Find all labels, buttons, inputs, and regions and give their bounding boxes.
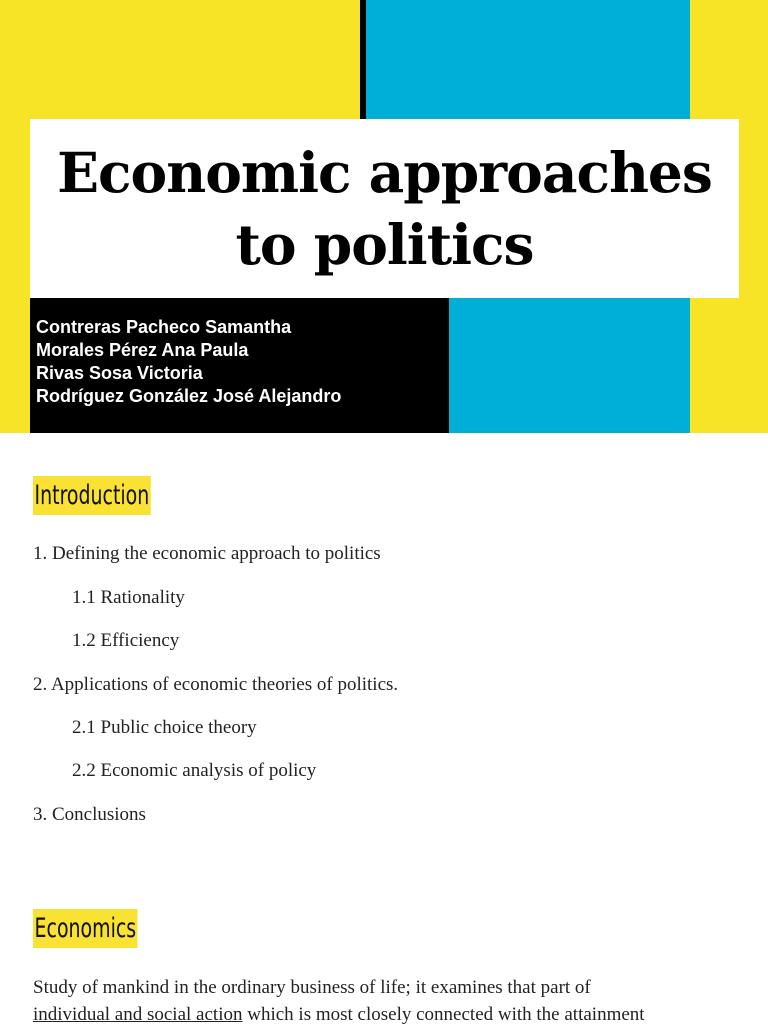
authors-box [30,298,449,433]
title-line-2: to politics [235,211,534,277]
author-name: Rodríguez González José Alejandro [36,386,342,406]
author-name: Morales Pérez Ana Paula [36,340,249,360]
author-name: Contreras Pacheco Samantha [36,317,292,337]
toc-item: 1.2 Efficiency [72,630,180,651]
page-title [57,137,712,281]
underlined-phrase: individual and social action [33,1004,243,1025]
toc-item: 2.1 Public choice theory [72,717,257,738]
economics-paragraph [33,974,768,1028]
introduction-heading: Introduction [33,476,151,515]
toc-item: 2.2 Economic analysis of policy [72,760,317,781]
paragraph-line: Study of mankind in the ordinary business of life; it examines that part of [33,977,591,998]
title-line-1: Economic approaches [57,139,712,205]
title-card [30,119,739,298]
toc-item: 1. Defining the economic approach to politics [33,543,381,564]
toc-item: 3. Conclusions [33,804,146,825]
toc-item: 2. Applications of economic theories of politics. [33,674,399,695]
toc-item: 1.1 Rationality [72,587,185,608]
author-name: Rivas Sosa Victoria [36,363,203,383]
paragraph-text: which is most closely connected with the attainment [242,1004,645,1025]
economics-heading: Economics [33,909,138,948]
black-divider-bar [360,0,366,120]
cover-slide [0,0,768,433]
